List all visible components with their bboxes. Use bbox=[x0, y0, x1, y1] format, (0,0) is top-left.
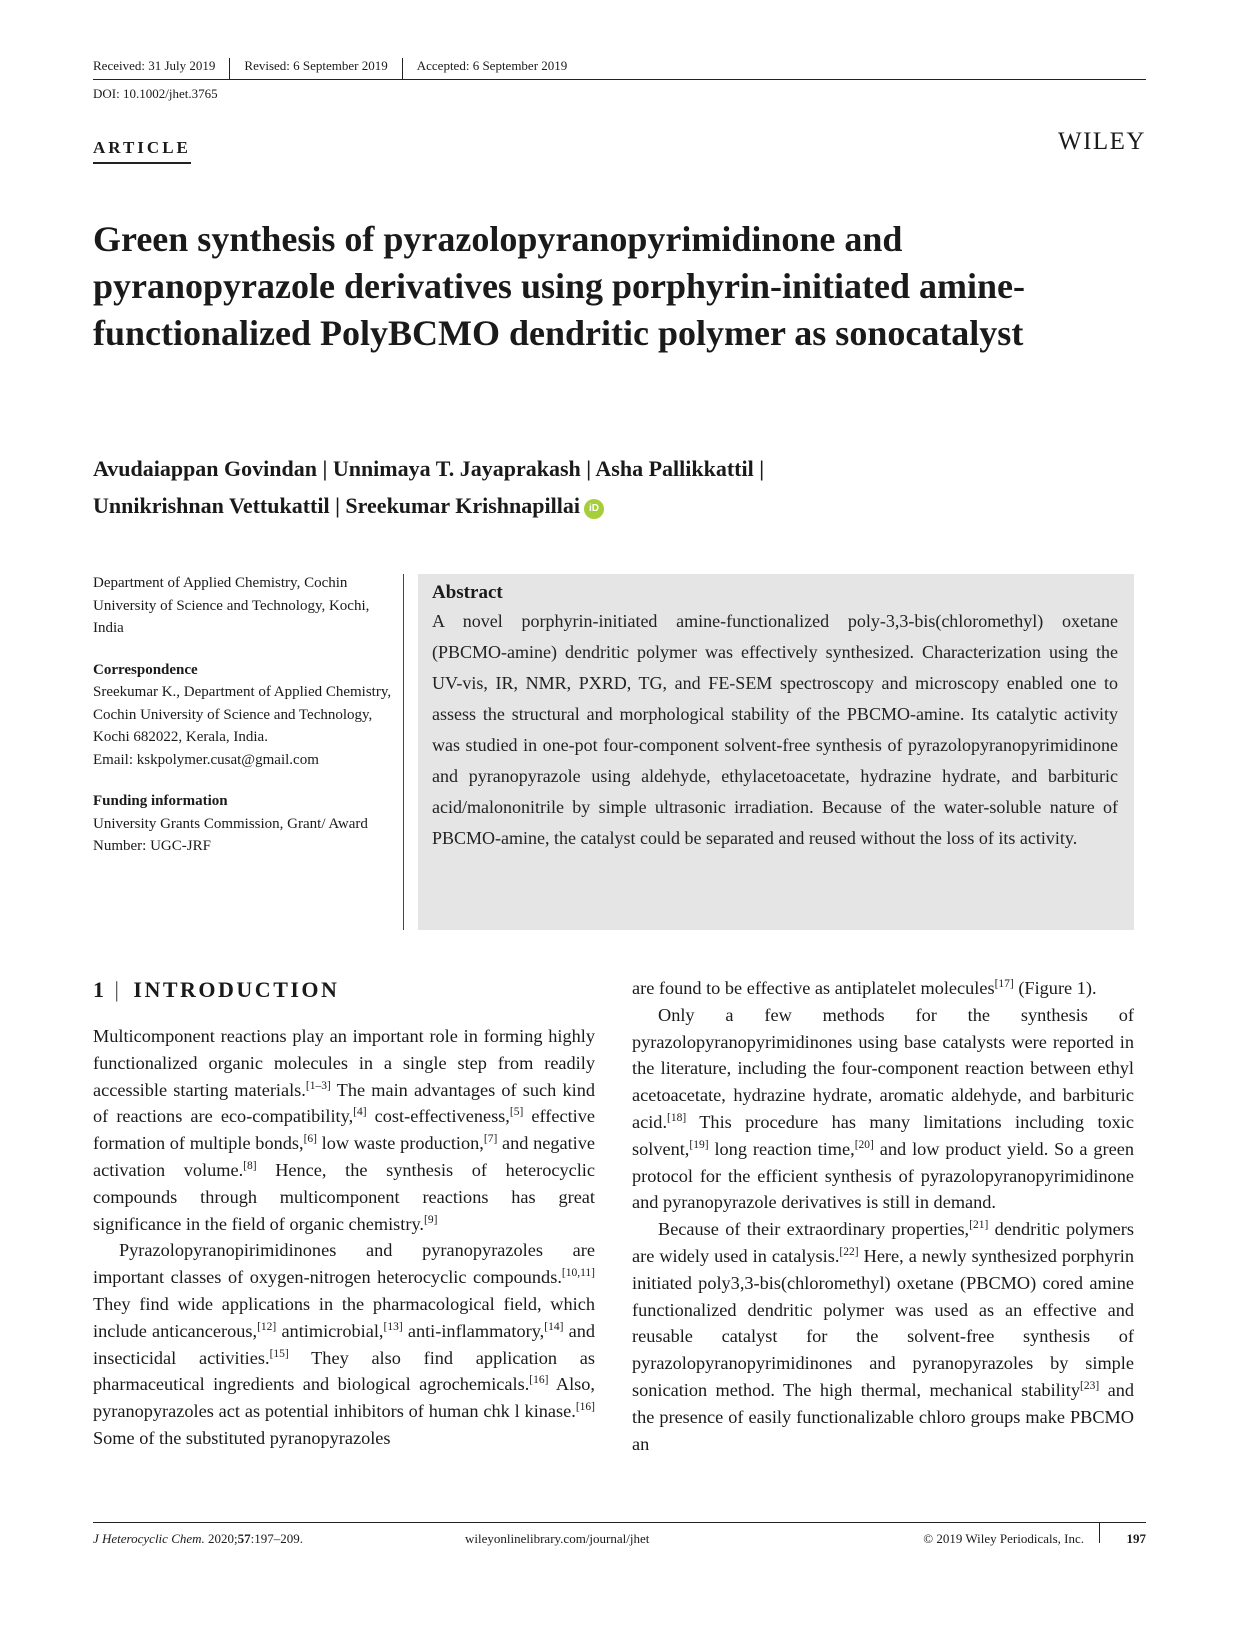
section-number: 1 bbox=[93, 977, 107, 1002]
accepted-date: Accepted: 6 September 2019 bbox=[416, 58, 568, 73]
page-footer bbox=[93, 1522, 1146, 1550]
author-line-2-text: Unnikrishnan Vettukattil | Sreekumar Krishnapillai bbox=[93, 493, 580, 518]
publisher-logo: WILEY bbox=[1057, 128, 1146, 155]
author-line-1: Avudaiappan Govindan | Unnimaya T. Jayaprakash | Asha Pallikkattil | bbox=[93, 456, 765, 481]
paragraph: are found to be effective as antiplatelet molecules[17] (Figure 1). bbox=[632, 978, 1097, 998]
citation-ref[interactable]: [6] bbox=[303, 1133, 317, 1146]
citation-ref[interactable]: [9] bbox=[423, 1213, 438, 1226]
citation-ref[interactable]: [16] bbox=[529, 1374, 549, 1387]
citation-ref[interactable]: [16] bbox=[575, 1401, 595, 1414]
paragraph: Only a few methods for the synthesis of pyrazolopyranopyrimidinones using base catalysts were reported in the literature, including the four-component reaction between ethyl acetoacetate, hydrazine hydrate, aromatic aldehyde, and barbituric acid.[18] This procedure has many limitations including toxic solvent,[19] long reaction time,[20] and low product yield. So a green protocol for the efficient synthesis of pyrazolopyranopyrimidinone and pyranopyrazole derivatives is still in demand. bbox=[632, 1004, 1134, 1213]
divider bbox=[403, 574, 404, 930]
orcid-icon[interactable]: iD bbox=[584, 499, 604, 519]
received-date: Received: 31 July 2019 bbox=[93, 58, 230, 80]
abstract-heading: Abstract bbox=[432, 582, 503, 603]
section-heading bbox=[93, 975, 595, 1005]
abstract-box bbox=[418, 574, 1134, 930]
citation-ref[interactable]: [19] bbox=[689, 1138, 709, 1151]
citation-ref[interactable]: [20] bbox=[854, 1138, 874, 1151]
author-list bbox=[93, 450, 1143, 524]
citation-ref[interactable]: [15] bbox=[269, 1347, 289, 1360]
paper-title: Green synthesis of pyrazolopyranopyrimidinone and pyranopyrazole derivatives using porphyrin-initiated amine-functionalized PolyBCMO dendritic polymer as sonocatalyst bbox=[93, 219, 1026, 353]
correspondence-email[interactable]: Email: kskpolymer.cusat@gmail.com bbox=[93, 751, 319, 768]
paragraph: Because of their extraordinary properties,[21] dendritic polymers are widely used in catalysis.[22] Here, a newly synthesized porphyrin initiated poly3,3-bis(chloromethyl) oxetane (PBCMO) cored amine functionalized dendritic polymer was used as an effective and reusable catalyst for the solvent-free synthesis of pyrazolopyranopyrimidinones and pyranopyrazoles by simple sonication method. The high thermal, mechanical stability[23] and the presence of easily functionalizable chloro groups make PBCMO an bbox=[632, 1219, 1134, 1454]
citation-ref[interactable]: [8] bbox=[243, 1159, 257, 1172]
citation-ref[interactable]: [21] bbox=[969, 1219, 989, 1232]
funding-text: University Grants Commission, Grant/ Award Number: UGC-JRF bbox=[93, 815, 368, 854]
affiliation-department: Department of Applied Chemistry, Cochin University of Science and Technology, Kochi, India bbox=[93, 575, 370, 636]
funding-heading: Funding information bbox=[93, 793, 228, 809]
body-column-left bbox=[93, 975, 595, 1452]
citation-ref[interactable]: [18] bbox=[667, 1111, 687, 1124]
citation-ref[interactable]: [17] bbox=[994, 978, 1014, 990]
citation-ref[interactable]: [4] bbox=[353, 1106, 367, 1119]
citation-ref[interactable]: [23] bbox=[1080, 1379, 1100, 1392]
doi: DOI: 10.1002/jhet.3765 bbox=[93, 86, 218, 101]
citation-ref[interactable]: [1–3] bbox=[305, 1079, 331, 1092]
abstract-text: A novel porphyrin-initiated amine-functionalized poly-3,3-bis(chloromethyl) oxetane (PBCMO-amine) dendritic polymer was effectively synthesized. Characterization using the UV-vis, IR, NMR, PXRD, TG, and FE-SEM spectroscopy and microscopy enabled one to assess the structural and morphological stability of the PBCMO-amine. Its catalytic activity was studied in one-pot four-component solvent-free synthesis of pyrazolopyranopyrimidinone and pyranopyrazole using aldehyde, ethylacetoacetate, hydrazine hydrate, and barbituric acid/malononitrile by simple ultrasonic irradiation. Because of the water-soluble nature of PBCMO-amine, the catalyst could be separated and reused without the loss of its activity. bbox=[432, 611, 1118, 848]
journal-citation: J Heterocyclic Chem. 2020;57:197–209. bbox=[93, 1531, 304, 1546]
section-separator: | bbox=[114, 977, 122, 1002]
paragraph: Pyrazolopyranopirimidinones and pyranopyrazoles are important classes of oxygen-nitrogen heterocyclic compounds.[10,11] They find wide applications in the pharmacological field, which include anticancerous,[12] antimicrobial,[13] anti-inflammatory,[14] and insecticidal activities.[15] They also find application as pharmaceutical ingredients and biological agrochemicals.[16] Also, pyranopyrazoles act as potential inhibitors of human chk l kinase.[16] Some of the substituted pyranopyrazoles bbox=[93, 1240, 596, 1448]
article-type: ARTICLE bbox=[93, 138, 191, 164]
article-dates bbox=[93, 58, 1146, 80]
body-column-right bbox=[632, 975, 1134, 1457]
paragraph: Multicomponent reactions play an important role in forming highly functionalized organic molecules in a single step from readily accessible starting materials.[1–3] The main advantages of such kind of reactions are eco-compatibility,[4] cost-effectiveness,[5] effective formation of multiple bonds,[6] low waste production,[7] and negative activation volume.[8] Hence, the synthesis of heterocyclic compounds through multicomponent reactions has great significance in the field of organic chemistry.[9] bbox=[93, 1026, 595, 1234]
journal-url[interactable]: wileyonlinelibrary.com/journal/jhet bbox=[465, 1531, 650, 1546]
citation-ref[interactable]: [14] bbox=[544, 1320, 564, 1333]
citation-ref[interactable]: [7] bbox=[483, 1133, 498, 1146]
page-number: 197 bbox=[1126, 1531, 1146, 1546]
author-line-2 bbox=[93, 487, 1143, 524]
correspondence-heading: Correspondence bbox=[93, 661, 198, 678]
citation-ref[interactable]: [10,11] bbox=[561, 1267, 595, 1280]
section-title: INTRODUCTION bbox=[133, 977, 340, 1002]
citation-ref[interactable]: [5] bbox=[509, 1106, 524, 1119]
citation-ref[interactable]: [13] bbox=[383, 1320, 403, 1333]
revised-date: Revised: 6 September 2019 bbox=[244, 58, 402, 80]
citation-ref[interactable]: [22] bbox=[839, 1245, 859, 1258]
copyright: © 2019 Wiley Periodicals, Inc. bbox=[923, 1531, 1084, 1546]
correspondence-text: Sreekumar K., Department of Applied Chemistry, Cochin University of Science and Technology, Kochi 682022, Kerala, India. bbox=[93, 684, 392, 745]
footer-separator bbox=[1099, 1523, 1100, 1543]
affiliation-panel bbox=[93, 572, 393, 858]
citation-ref[interactable]: [12] bbox=[257, 1320, 277, 1333]
